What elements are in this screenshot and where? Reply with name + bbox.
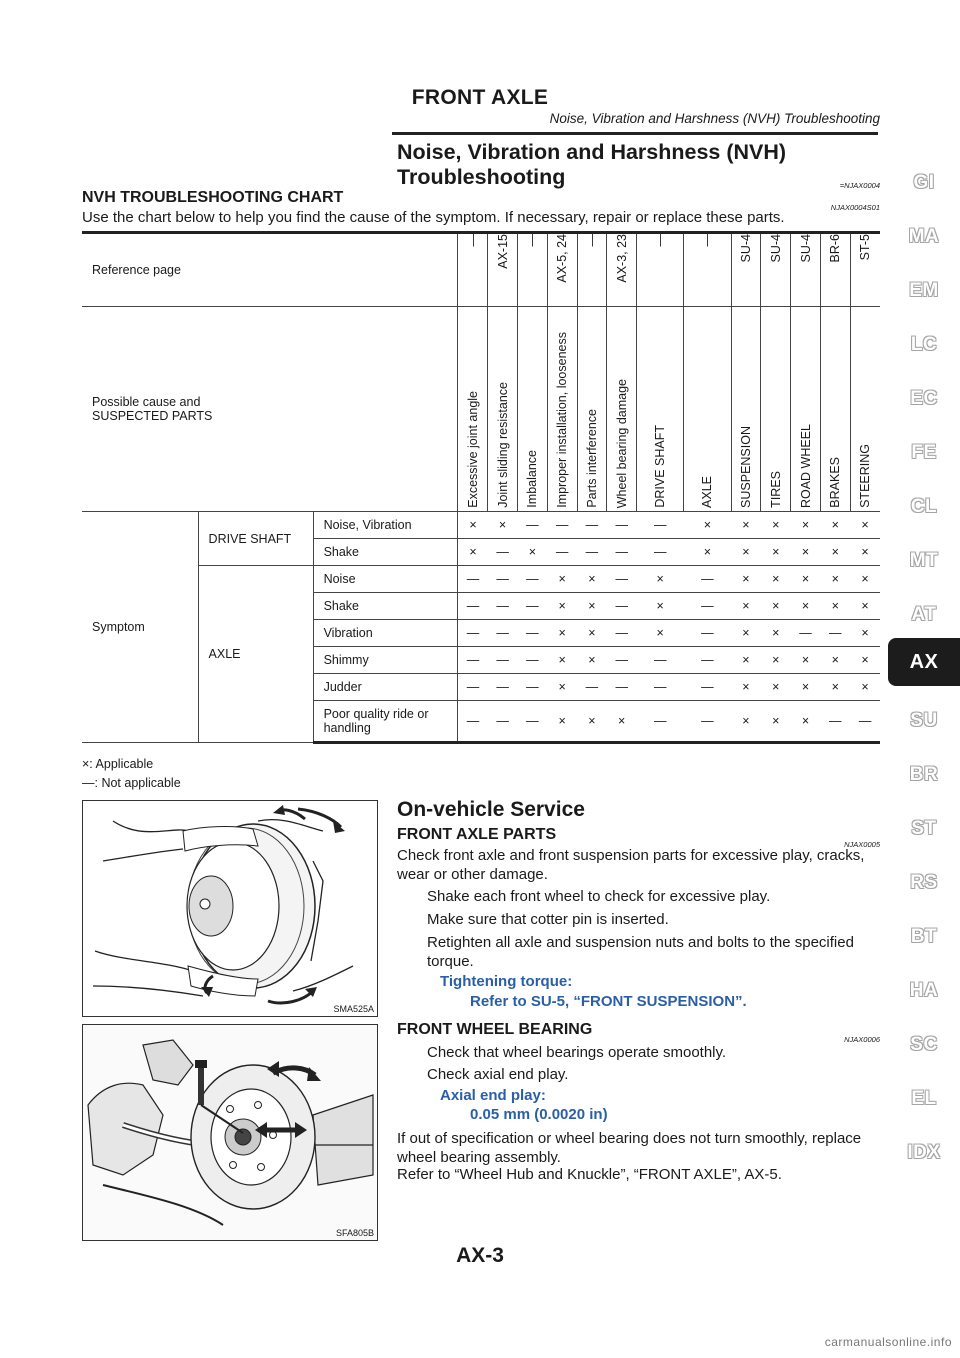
applicability-mark: × (547, 674, 577, 701)
symptom-name: Noise (313, 566, 458, 593)
bearing-note: If out of specification or wheel bearing does not turn smoothly, replace wheel bearing assembly. (397, 1130, 862, 1166)
side-tab-ma[interactable]: MA (908, 226, 940, 247)
applicability-mark: — (607, 620, 637, 647)
side-tab-br[interactable]: BR (909, 764, 939, 785)
symptom-name: Noise, Vibration (313, 512, 458, 539)
applicability-mark: × (761, 512, 791, 539)
chart-title: NVH TROUBLESHOOTING CHART (82, 189, 344, 206)
legend-applicable: ×: Applicable (82, 757, 154, 771)
applicability-mark: — (517, 620, 547, 647)
applicability-mark: — (607, 512, 637, 539)
applicability-mark: × (577, 566, 607, 593)
applicability-mark: × (547, 593, 577, 620)
symptom-name: Poor quality ride or handling (313, 701, 458, 743)
applicability-mark: × (607, 701, 637, 743)
section-title-line1: Noise, Vibration and Harshness (NVH) (397, 140, 787, 164)
bearing-step-1: Check that wheel bearings operate smoothly. (427, 1044, 727, 1061)
side-tab-rs[interactable]: RS (910, 872, 938, 893)
applicability-mark: × (577, 701, 607, 743)
side-tab-st[interactable]: ST (911, 818, 937, 839)
applicability-mark: — (458, 593, 488, 620)
front-axle-parts-intro: Check front axle and front suspension parts for excessive play, cracks, wear or other damage. (397, 847, 865, 883)
applicability-mark: × (791, 674, 821, 701)
page-number: AX-3 (456, 1244, 504, 1267)
applicability-mark: — (684, 701, 731, 743)
symptom-name: Judder (313, 674, 458, 701)
applicability-mark: × (761, 647, 791, 674)
section-title-line2: Troubleshooting (397, 165, 566, 189)
applicability-mark: × (547, 566, 577, 593)
ref-cell: — (517, 233, 547, 307)
applicability-mark: × (850, 539, 880, 566)
applicability-mark: — (517, 593, 547, 620)
cause-cell: DRIVE SHAFT (637, 307, 684, 512)
applicability-mark: × (684, 512, 731, 539)
applicability-mark: — (637, 512, 684, 539)
applicability-mark: × (458, 512, 488, 539)
applicability-mark: × (850, 566, 880, 593)
side-tab-mt[interactable]: MT (909, 550, 939, 571)
applicability-mark: × (820, 647, 850, 674)
applicability-mark: × (547, 647, 577, 674)
cause-cell: Joint sliding resistance (488, 307, 518, 512)
ref-cell: ST-5 (850, 233, 880, 307)
applicability-mark: — (684, 620, 731, 647)
applicability-mark: — (517, 566, 547, 593)
ref-cell: — (458, 233, 488, 307)
applicability-mark: — (458, 674, 488, 701)
cause-cell: Parts interference (577, 307, 607, 512)
applicability-mark: × (577, 647, 607, 674)
cause-row (82, 307, 880, 512)
applicability-mark: × (820, 566, 850, 593)
applicability-mark: — (637, 701, 684, 743)
applicability-mark: × (684, 539, 731, 566)
applicability-mark: × (761, 539, 791, 566)
ref-cell: AX-3, 23 (607, 233, 637, 307)
ref-cell: SU-4 (761, 233, 791, 307)
applicability-mark: × (577, 620, 607, 647)
applicability-mark: × (820, 539, 850, 566)
applicability-mark: × (731, 674, 761, 701)
applicability-mark: × (791, 512, 821, 539)
side-tab-lc[interactable]: LC (910, 334, 938, 355)
axle-step-3: Retighten all axle and suspension nuts and bolts to the specified torque. (427, 934, 854, 970)
applicability-mark: — (458, 647, 488, 674)
applicability-mark: — (820, 701, 850, 743)
applicability-mark: — (607, 593, 637, 620)
applicability-mark: × (731, 593, 761, 620)
applicability-mark: — (684, 647, 731, 674)
applicability-mark: × (791, 566, 821, 593)
applicability-mark: × (850, 593, 880, 620)
applicability-mark: × (637, 593, 684, 620)
side-tab-fe[interactable]: FE (911, 442, 937, 463)
applicability-mark: × (791, 701, 821, 743)
ref-cell: AX-5, 24 (547, 233, 577, 307)
tightening-torque-label: Tightening torque: (440, 973, 573, 990)
applicability-mark: × (850, 512, 880, 539)
front-wheel-bearing-code: NJAX0006 (844, 1035, 880, 1044)
applicability-mark: — (607, 647, 637, 674)
symptom-label: Symptom (82, 512, 198, 743)
side-tab-em[interactable]: EM (909, 280, 939, 301)
applicability-mark: — (517, 674, 547, 701)
applicability-mark: × (791, 647, 821, 674)
applicability-mark: — (577, 674, 607, 701)
applicability-mark: — (488, 701, 518, 743)
cause-cell: STEERING (850, 307, 880, 512)
applicability-mark: × (731, 620, 761, 647)
applicability-mark: × (731, 566, 761, 593)
ref-cell: — (684, 233, 731, 307)
bearing-reference: Refer to “Wheel Hub and Knuckle”, “FRONT AXLE”, AX-5. (397, 1166, 782, 1183)
ref-cell: AX-15 (488, 233, 518, 307)
cause-cell: Imbalance (517, 307, 547, 512)
applicability-mark: — (458, 620, 488, 647)
side-tab-sc[interactable]: SC (910, 1034, 938, 1055)
side-tab-bt[interactable]: BT (910, 926, 938, 947)
applicability-mark: — (458, 566, 488, 593)
applicability-mark: × (637, 566, 684, 593)
applicability-mark: × (850, 647, 880, 674)
applicability-mark: × (791, 539, 821, 566)
applicability-mark: — (547, 539, 577, 566)
header-title: FRONT AXLE (411, 86, 549, 109)
applicability-mark: — (547, 512, 577, 539)
side-tab-cl[interactable]: CL (910, 496, 938, 517)
applicability-mark: × (458, 539, 488, 566)
symptom-name: Shimmy (313, 647, 458, 674)
figure-caption: SFA805B (335, 1228, 374, 1238)
section-code: =NJAX0004 (839, 181, 880, 190)
applicability-mark: × (850, 620, 880, 647)
side-tab-idx[interactable]: IDX (907, 1142, 941, 1163)
front-axle-parts-title: FRONT AXLE PARTS (397, 826, 557, 843)
ref-cell: — (637, 233, 684, 307)
applicability-mark: × (791, 593, 821, 620)
applicability-mark: — (577, 512, 607, 539)
applicability-mark: — (488, 674, 518, 701)
applicability-mark: × (731, 512, 761, 539)
applicability-mark: — (488, 620, 518, 647)
applicability-mark: × (577, 593, 607, 620)
applicability-mark: — (607, 539, 637, 566)
figure-caption: SMA525A (333, 1004, 374, 1014)
applicability-mark: × (731, 647, 761, 674)
applicability-mark: × (761, 701, 791, 743)
reference-row (82, 233, 880, 307)
on-vehicle-service-title: On-vehicle Service (397, 798, 585, 821)
applicability-mark: × (850, 674, 880, 701)
symptom-row (82, 566, 880, 593)
ref-cell: — (577, 233, 607, 307)
applicability-mark: — (577, 539, 607, 566)
symptom-row (82, 512, 880, 539)
chart-intro: Use the chart below to help you find the cause of the symptom. If necessary, repair or replace these parts. (82, 209, 785, 226)
figure-wheel-bearing (82, 1024, 378, 1241)
header-subtitle: Noise, Vibration and Harshness (NVH) Troubleshooting (549, 111, 880, 126)
reference-label: Reference page (82, 233, 458, 307)
applicability-mark: — (637, 647, 684, 674)
applicability-mark: × (517, 539, 547, 566)
applicability-mark: — (488, 647, 518, 674)
section-title (397, 140, 857, 190)
side-tab-at[interactable]: AT (911, 604, 937, 625)
side-tab-gi[interactable]: GI (913, 172, 935, 193)
legend-not-applicable: —: Not applicable (82, 776, 181, 790)
side-tab-su[interactable]: SU (910, 710, 938, 731)
cause-cell: Excessive joint angle (458, 307, 488, 512)
ref-cell: SU-4 (791, 233, 821, 307)
applicability-mark: × (547, 620, 577, 647)
cause-cell: AXLE (684, 307, 731, 512)
cause-cell: Improper installation, looseness (547, 307, 577, 512)
axle-step-2: Make sure that cotter pin is inserted. (427, 911, 669, 928)
side-tab-ec[interactable]: EC (910, 388, 938, 409)
applicability-mark: × (820, 674, 850, 701)
applicability-mark: × (820, 593, 850, 620)
applicability-mark: — (517, 701, 547, 743)
cause-cell: TIRES (761, 307, 791, 512)
applicability-mark: — (517, 647, 547, 674)
applicability-mark: × (547, 701, 577, 743)
side-tab-el[interactable]: EL (911, 1088, 937, 1109)
applicability-mark: — (637, 674, 684, 701)
group-axle: AXLE (198, 566, 313, 743)
bearing-step-2: Check axial end play. (427, 1066, 569, 1083)
cause-cell: SUSPENSION (731, 307, 761, 512)
front-axle-parts-code: NJAX0005 (844, 840, 880, 849)
applicability-mark: — (684, 593, 731, 620)
cause-cell: BRAKES (820, 307, 850, 512)
applicability-mark: — (850, 701, 880, 743)
header-rule (392, 132, 878, 135)
applicability-mark: — (684, 566, 731, 593)
applicability-mark: — (820, 620, 850, 647)
cause-cell: Wheel bearing damage (607, 307, 637, 512)
applicability-mark: × (761, 593, 791, 620)
axial-end-play-value: 0.05 mm (0.0020 in) (470, 1106, 608, 1123)
applicability-mark: — (517, 512, 547, 539)
applicability-mark: — (488, 566, 518, 593)
cause-label: Possible cause and SUSPECTED PARTS (82, 307, 458, 512)
side-tab-ax[interactable]: AX (888, 638, 960, 686)
axle-step-1: Shake each front wheel to check for excessive play. (427, 888, 771, 905)
chart-code: NJAX0004S01 (830, 203, 880, 212)
cause-cell: ROAD WHEEL (791, 307, 821, 512)
applicability-mark: × (731, 701, 761, 743)
symptom-name: Shake (313, 593, 458, 620)
tightening-torque-value: Refer to SU-5, “FRONT SUSPENSION”. (470, 993, 747, 1010)
applicability-mark: — (607, 674, 637, 701)
applicability-mark: — (607, 566, 637, 593)
front-wheel-bearing-title: FRONT WHEEL BEARING (397, 1021, 593, 1038)
applicability-mark: — (791, 620, 821, 647)
applicability-mark: × (637, 620, 684, 647)
symptom-name: Shake (313, 539, 458, 566)
axial-end-play-label: Axial end play: (440, 1087, 546, 1104)
side-tab-ha[interactable]: HA (909, 980, 939, 1001)
ref-cell: SU-4 (731, 233, 761, 307)
applicability-mark: — (488, 539, 518, 566)
applicability-mark: × (761, 620, 791, 647)
footer-watermark: carmanualsonline.info (824, 1335, 952, 1349)
applicability-mark: × (820, 512, 850, 539)
symptom-name: Vibration (313, 620, 458, 647)
group-drive-shaft: DRIVE SHAFT (198, 512, 313, 566)
applicability-mark: — (488, 593, 518, 620)
nvh-troubleshooting-table (82, 231, 880, 744)
ref-cell: BR-6 (820, 233, 850, 307)
applicability-mark: — (637, 539, 684, 566)
applicability-mark: × (488, 512, 518, 539)
wheel-bearing-illustration (83, 1025, 377, 1240)
applicability-mark: — (458, 701, 488, 743)
applicability-mark: × (731, 539, 761, 566)
applicability-mark: × (761, 674, 791, 701)
figure-wheel-shake (82, 800, 378, 1017)
applicability-mark: × (761, 566, 791, 593)
applicability-mark: — (684, 674, 731, 701)
wheel-shake-illustration (83, 801, 377, 1016)
